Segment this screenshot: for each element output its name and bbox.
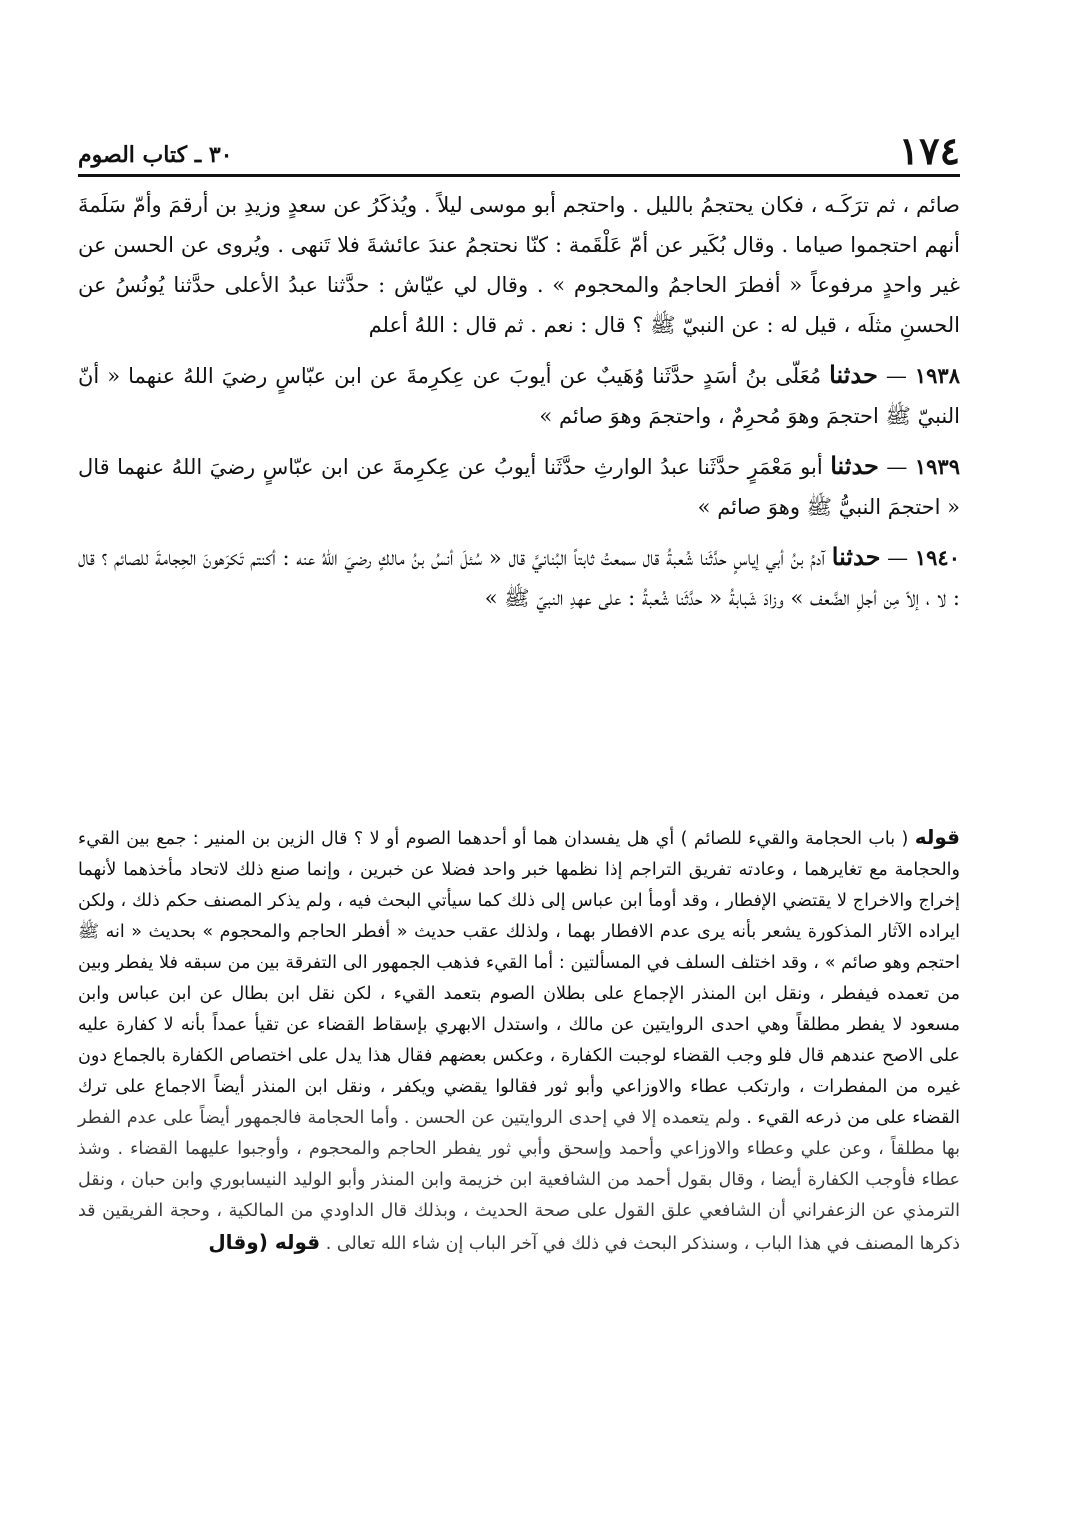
running-title: ٣٠ ـ كتاب الصوم [78,142,233,168]
qawluhu-marker: قوله [914,825,960,849]
hadith-entry: ١٩٤٠ — حدثنا آدمُ بنُ أبي إياسٍ حدَّثَنا شُعبةُ قال سمعتُ ثابتاً البُنانيَّ قال « سُئلَ أنسُ بنُ مالكٍ رضيَ اللهُ عنه : أكنتم تَكرَهونَ الحِجامةَ للصائم ؟ قال : لا ، إلاّ مِن أجلِ الضَّعف » وزادَ شَبابةُ « حدَّثَنا شُعبةُ : على عهدِ النبيّ ﷺ » [78,542,960,610]
haddathana-marker: حدثنا [829,360,878,389]
qawluhu-marker-end: قوله (وقال [208,1230,321,1254]
page-number: ١٧٤ [898,128,960,173]
page-header [78,118,960,177]
hadith-text: مُعَلّى بنُ أسَدٍ حدَّثَنا وُهَيبٌ عن أيوبَ عن عِكرِمةَ عن ابن عبّاسٍ رضيَ اللهُ عنهما « أنّ النبيّ ﷺ احتجمَ وهوَ مُحرِمٌ ، واحتجمَ وهوَ صائم » [78,364,960,428]
hadith-entry: ١٩٣٨ — حدثنا مُعَلّى بنُ أسَدٍ حدَّثَنا وُهَيبٌ عن أيوبَ عن عِكرِمةَ عن ابن عبّاسٍ رضيَ اللهُ عنهما « أنّ النبيّ ﷺ احتجمَ وهوَ مُحرِمٌ ، واحتجمَ وهوَ صائم » [78,360,960,428]
hadith-number: ١٩٤٠ [914,545,960,570]
haddathana-marker: حدثنا [831,542,881,571]
commentary-paragraph-faded: ولم يتعمده إلا في إحدى الروايتين عن الحسن . وأما الحجامة فالجمهور أيضاً على عدم الفطر بها مطلقاً ، وعن علي وعطاء والاوزاعي وأحمد وإسحق وأبي ثور يفطر الحاجم والمحجوم ، وأوجبوا عليهما القضاء . وشذ عطاء فأوجب الكفارة أيضا ، وقال بقول أحمد من الشافعية ابن خزيمة وابن المنذر وأبو الوليد النيسابوري وابن حبان ، ونقل الترمذي عن الزعفراني أن الشافعي علق القول على صحة الحديث ، وبذلك قال الداودي من المالكية ، وحجة الفريقين قد ذكرها المصنف في هذا الباب ، وسنذكر البحث في ذلك في آخر الباب إن شاء الله تعالى . [78,1108,960,1254]
commentary-paragraph: ( باب الحجامة والقيء للصائم ) أي هل يفسدان هما أو أحدهما الصوم أو لا ؟ قال الزين بن المنير : جمع بين القيء والحجامة مع تغايرهما ، وعادته تفريق التراجم إذا نظمها خبر واحد فضلا عن خبرين ، وإنما صنع ذلك لاتحاد مأخذهما لأنهما إخراج والاخراج لا يقتضي الإفطار ، وقد أومأ ابن عباس إلى ذلك كما سيأتي البحث فيه ، ولم يذكر المصنف حكم ذلك ، ولكن ايراده الآثار المذكورة يشعر بأنه يرى عدم الافطار بهما ، ولذلك عقب حديث « أفطر الحاجم والمحجوم » بحديث « انه ﷺ احتجم وهو صائم » ، وقد اختلف السلف في المسألتين : أما القيء فذهب الجمهور الى التفرقة بين من سبقه فلا يفطر وبين من تعمده فيفطر ، ونقل ابن المنذر الإجماع على بطلان الصوم بتعمد القيء ، لكن نقل ابن بطال عن ابن عباس وابن مسعود لا يفطر مطلقاً وهي احدى الروايتين عن مالك ، واستدل الابهري بإسقاط القضاء عن تقيأ عمداً بأنه لا كفارة عليه على الاصح عندهم قال فلو وجب القضاء لوجبت الكفارة ، وعكس بعضهم فقال هذا يدل على اختصاص الكفارة بالجماع دون غيره من المفطرات ، وارتكب عطاء والاوزاعي وأبو ثور فقالوا يقضي ويكفر ، ونقل ابن المنذر أيضاً الاجماع على ترك القضاء على من ذرعه القيء . [78,829,960,1128]
hadith-text: آدمُ بنُ أبي إياسٍ حدَّثَنا شُعبةُ قال سمعتُ ثابتاً البُنانيَّ قال « سُئلَ أنسُ بنُ مالكٍ رضيَ اللهُ عنه : أكنتم تَكرَهونَ الحِجامةَ للصائم ؟ قال : لا ، إلاّ مِن أجلِ الضَّعف » وزادَ شَبابةُ « حدَّثَنا شُعبةُ : على عهدِ النبيّ ﷺ » [78,546,960,610]
intro-paragraph [78,185,960,345]
hadith-entry: ١٩٣٩ — حدثنا أبو مَعْمَرٍ حدَّثَنا عبدُ الوارثِ حدَّثَنا أيوبُ عن عِكرِمةَ عن ابن عبّاسٍ رضيَ اللهُ عنهما قال « احتجمَ النبيُّ ﷺ وهوَ صائم » [78,451,960,519]
hadith-number: ١٩٣٨ [914,363,960,388]
haddathana-marker: حدثنا [830,451,879,480]
main-hadith-text [78,185,960,628]
hadith-number: ١٩٣٩ [914,454,960,479]
commentary-section [78,822,960,1260]
intro-text: صائم ، ثم ترَكَـه ، فكان يحتجمُ بالليل . واحتجم أبو موسى ليلاً . ويُذكَرُ عن سعدٍ وزيدِ بن أرقمَ وأمّ سَلَمةَ أنهم احتجموا صياما . وقال بُكَير عن أمّ عَلْقَمة : كنّا نحتجمُ عندَ عائشةَ فلا تَنهى . ويُروى عن الحسن عن غير واحدٍ مرفوعاً « أفطرَ الحاجمُ والمحجوم » . وقال لي عيّاش : حدَّثنا عبدُ الأعلى حدَّثنا يُونُسُ عن الحسنِ مثلَه ، قيل له : عن النبيّ ﷺ ؟ قال : نعم . ثم قال : اللهُ أعلم [78,193,960,337]
hadith-text: أبو مَعْمَرٍ حدَّثَنا عبدُ الوارثِ حدَّثَنا أيوبُ عن عِكرِمةَ عن ابن عبّاسٍ رضيَ اللهُ عنهما قال « احتجمَ النبيُّ ﷺ وهوَ صائم » [78,455,960,519]
